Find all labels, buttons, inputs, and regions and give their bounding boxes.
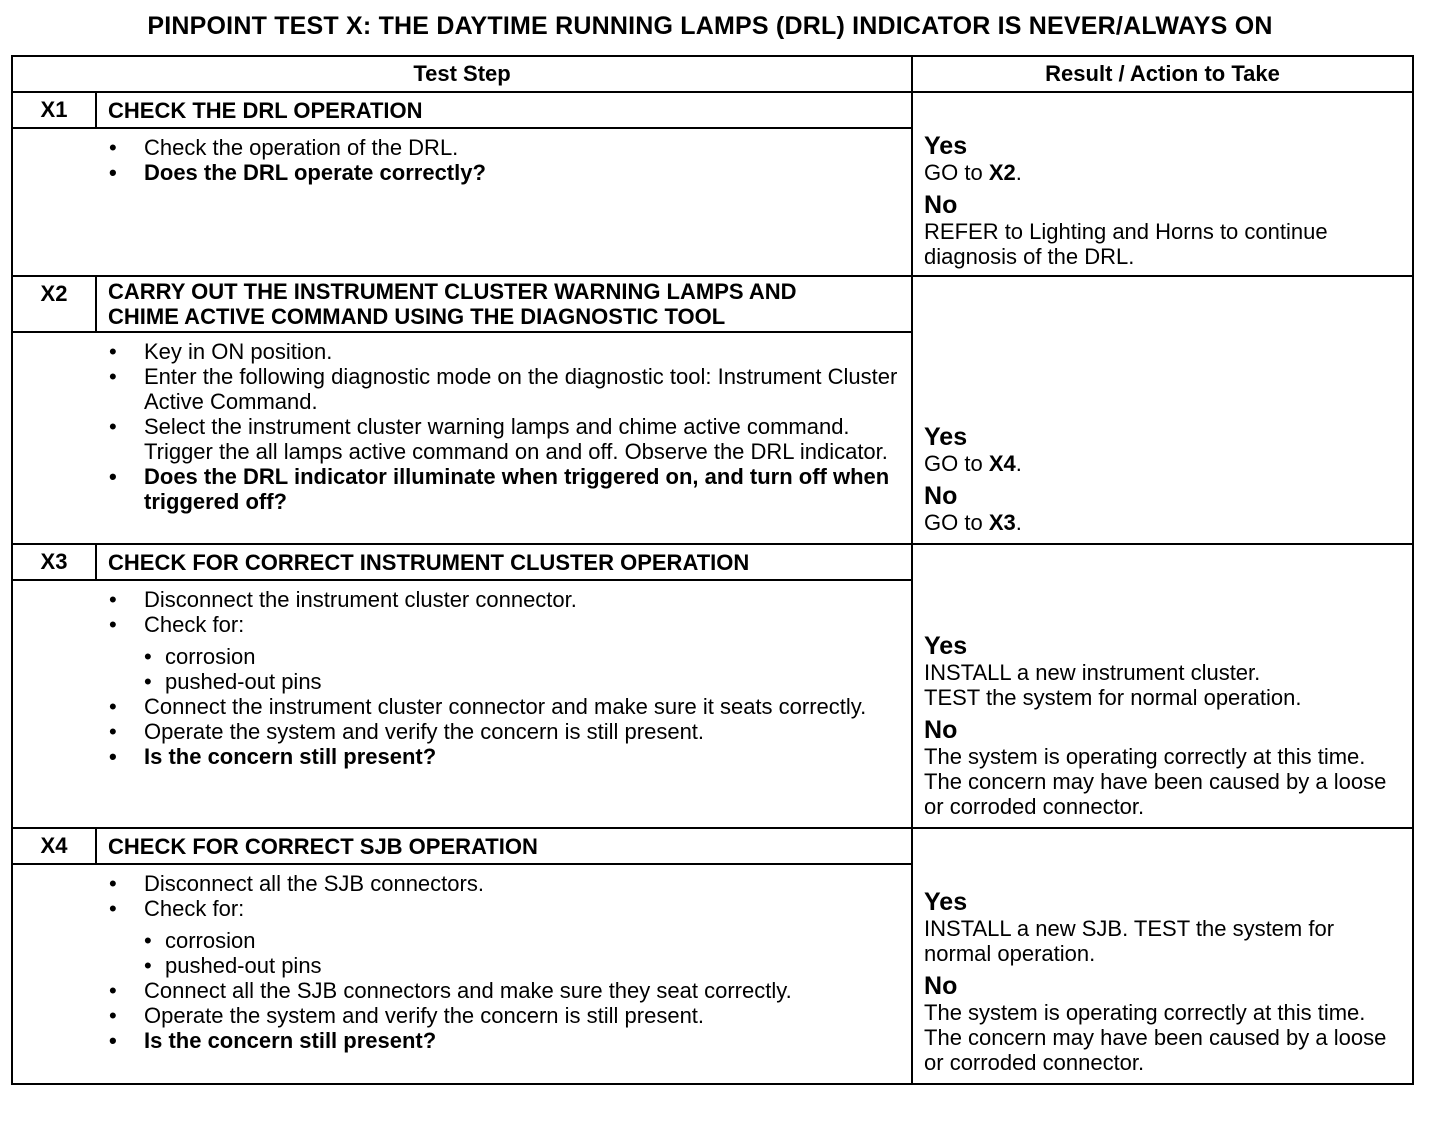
sub-list-item: • pushed-out pins bbox=[144, 953, 901, 978]
no-label: No bbox=[924, 972, 958, 1000]
yes-action: INSTALL a new SJB. TEST the system for normal operation. bbox=[924, 916, 1335, 966]
step-x4-heading-row bbox=[12, 828, 1413, 864]
test-step-header: Test Step bbox=[12, 56, 912, 92]
result-header: Result / Action to Take bbox=[912, 56, 1413, 92]
page-title: PINPOINT TEST X: THE DAYTIME RUNNING LAMPS (DRL) INDICATOR IS NEVER/ALWAYS ON bbox=[147, 12, 1273, 40]
no-action: GO to X3. bbox=[924, 510, 1022, 535]
sub-list-item: • corrosion bbox=[144, 644, 901, 669]
yes-action-line-1: INSTALL a new instrument cluster. bbox=[924, 660, 1261, 685]
step-heading-x3: CHECK FOR CORRECT INSTRUMENT CLUSTER OPERATION bbox=[96, 544, 912, 580]
step-id-x4: X4 bbox=[12, 828, 96, 864]
list-item: • Check for: • corrosion • pushed-out pins bbox=[106, 896, 901, 978]
result-x3 bbox=[912, 544, 1413, 828]
list-item: • Check for: • corrosion • pushed-out pins bbox=[106, 612, 901, 694]
list-item: • Operate the system and verify the concern is still present. bbox=[106, 1003, 901, 1028]
step-body-x3 bbox=[96, 580, 912, 828]
yes-label: Yes bbox=[924, 888, 968, 916]
sub-list-item: • pushed-out pins bbox=[144, 669, 901, 694]
no-action: REFER to Lighting and Horns to continue diagnosis of the DRL. bbox=[924, 219, 1328, 269]
step-id-x1: X1 bbox=[12, 92, 96, 128]
step-body-x2 bbox=[96, 332, 912, 544]
list-item: • Select the instrument cluster warning lamps and chime active command. Trigger the all lamps active command on and off. Observe the DRL indicator. bbox=[106, 414, 901, 464]
result-x2 bbox=[912, 276, 1413, 544]
step-heading-x2: CARRY OUT THE INSTRUMENT CLUSTER WARNING LAMPS AND CHIME ACTIVE COMMAND USING THE DIAGNOSTIC TOOL bbox=[96, 276, 912, 332]
step-heading-x4: CHECK FOR CORRECT SJB OPERATION bbox=[96, 828, 912, 864]
step-id-x2: X2 bbox=[12, 276, 96, 332]
list-item: • Connect the instrument cluster connector and make sure it seats correctly. bbox=[106, 694, 901, 719]
yes-action: GO to X4. bbox=[924, 451, 1022, 476]
yes-action: GO to X2. bbox=[924, 160, 1022, 185]
sub-list-item: • corrosion bbox=[144, 928, 901, 953]
yes-label: Yes bbox=[924, 632, 968, 660]
step-reference: X3 bbox=[988, 510, 1016, 535]
step-reference: X4 bbox=[988, 451, 1016, 476]
pinpoint-test-table bbox=[11, 55, 1414, 1085]
step-body-x4 bbox=[96, 864, 912, 1084]
no-label: No bbox=[924, 191, 958, 219]
step-heading-x1: CHECK THE DRL OPERATION bbox=[96, 92, 912, 128]
list-item: • Does the DRL indicator illuminate when triggered on, and turn off when triggered off? bbox=[106, 464, 901, 514]
no-label: No bbox=[924, 716, 958, 744]
result-x1 bbox=[912, 92, 1413, 276]
step-id-x3: X3 bbox=[12, 544, 96, 580]
list-item: • Is the concern still present? bbox=[106, 744, 901, 769]
yes-label: Yes bbox=[924, 132, 968, 160]
step-x2-heading-row bbox=[12, 276, 1413, 332]
list-item: • Disconnect the instrument cluster connector. bbox=[106, 587, 901, 612]
list-item: • Key in ON position. bbox=[106, 339, 901, 364]
table-header-row bbox=[12, 56, 1413, 92]
yes-action-line-2: TEST the system for normal operation. bbox=[924, 685, 1302, 710]
no-action: The system is operating correctly at this time. The concern may have been caused by a loose or corroded connector. bbox=[924, 744, 1387, 819]
list-item: • Enter the following diagnostic mode on the diagnostic tool: Instrument Cluster Active Command. bbox=[106, 364, 901, 414]
no-label: No bbox=[924, 482, 958, 510]
no-action: The system is operating correctly at this time. The concern may have been caused by a loose or corroded connector. bbox=[924, 1000, 1387, 1075]
step-body-x1 bbox=[96, 128, 912, 276]
list-item: • Connect all the SJB connectors and make sure they seat correctly. bbox=[106, 978, 901, 1003]
list-item: • Is the concern still present? bbox=[106, 1028, 901, 1053]
result-x4 bbox=[912, 828, 1413, 1084]
list-item: • Operate the system and verify the concern is still present. bbox=[106, 719, 901, 744]
list-item: • Check the operation of the DRL. bbox=[106, 135, 901, 160]
list-item: • Does the DRL operate correctly? bbox=[106, 160, 901, 185]
step-x1-heading-row bbox=[12, 92, 1413, 128]
step-x3-heading-row bbox=[12, 544, 1413, 580]
step-reference: X2 bbox=[988, 160, 1016, 185]
list-item: • Disconnect all the SJB connectors. bbox=[106, 871, 901, 896]
yes-label: Yes bbox=[924, 423, 968, 451]
